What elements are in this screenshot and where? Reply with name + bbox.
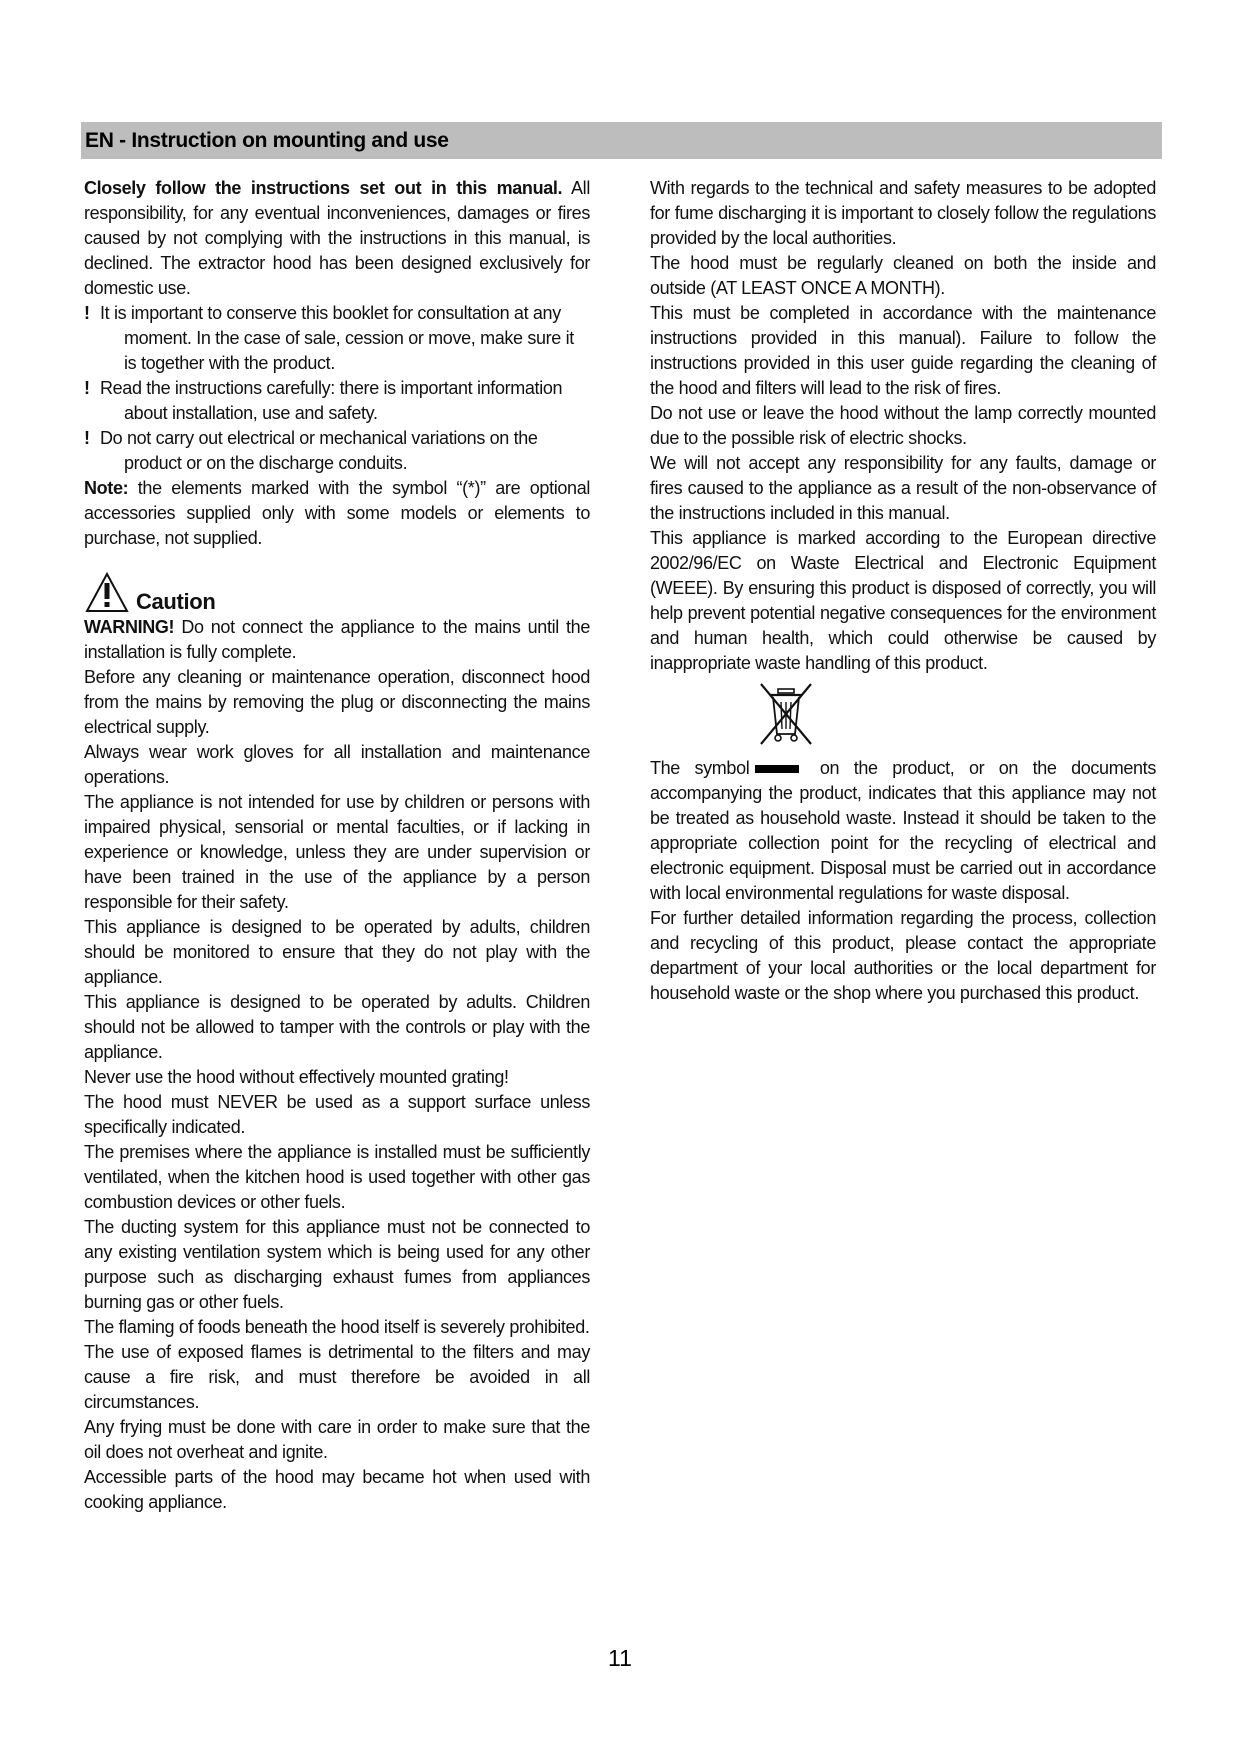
bullet-text: It is important to conserve this booklet for consultation at any moment. In the case of sale, cession or move, make sure it is together with the product. [100,303,574,373]
body-paragraph: This appliance is designed to be operated by adults, children should be monitored to ensure that they do not play with the appliance. [84,917,590,987]
crossed-out-bin-icon [758,682,814,748]
body-paragraph: The hood must be regularly cleaned on both the inside and outside (AT LEAST ONCE A MONTH). [650,253,1156,298]
body-paragraph: With regards to the technical and safety measures to be adopted for fume discharging it is important to closely follow the regulations provided by the local authorities. [650,178,1156,248]
caution-title: Caution [136,589,216,614]
weee-symbol-area [650,676,1156,756]
symbol-prefix: The symbol [650,758,750,778]
note-text: the elements marked with the symbol “(*)” are optional accessories supplied only with some models or elements to purchase, not supplied. [84,478,590,548]
intro-text: All responsibility, for any eventual inconveniences, damages or fires caused by not complying with the instructions in this manual, is declined. The extractor hood has been designed exclusively for domestic use. [84,178,590,298]
body-paragraph: The hood must NEVER be used as a support surface unless specifically indicated. [84,1092,590,1137]
bullet-text: Read the instructions carefully: there is important information about installation, use and safety. [100,378,563,423]
symbol-paragraph [650,756,1156,906]
body-paragraph: Do not use or leave the hood without the lamp correctly mounted due to the possible risk of electric shocks. [650,403,1156,448]
body-paragraph: This must be completed in accordance with the maintenance instructions provided in this manual). Failure to follow the instructions provided in this user guide regarding the cleaning of the hood and filters will lead to the risk of fires. [650,303,1156,398]
body-paragraph: This appliance is designed to be operated by adults. Children should not be allowed to tamper with the controls or play with the appliance. [84,992,590,1062]
bullet-item [84,376,590,426]
black-bar-symbol-icon [755,765,799,773]
note-paragraph [84,476,590,551]
warning-text: Do not connect the appliance to the mains until the installation is fully complete. [84,617,590,662]
body-paragraph: The appliance is not intended for use by children or persons with impaired physical, sensorial or mental faculties, or if lacking in experience or knowledge, unless they are under supervision or have been trained in the use of the appliance by a person responsible for their safety. [84,792,590,912]
intro-bold: Closely follow the instructions set out in this manual. [84,178,563,198]
left-column [84,176,590,1515]
exclamation-mark: ! [84,428,90,448]
body-paragraph: Never use the hood without effectively mounted grating! [84,1067,509,1087]
body-paragraph: Accessible parts of the hood may became hot when used with cooking appliance. [84,1467,590,1512]
warning-triangle-icon [84,571,130,615]
body-paragraph: This appliance is marked according to the European directive 2002/96/EC on Waste Electrical and Electronic Equipment (WEEE). By ensuring this product is disposed of correctly, you will help prevent potential negative consequences for the environment and human health, which could otherwise be caused by inappropriate waste handling of this product. [650,528,1156,673]
bullet-text: Do not carry out electrical or mechanical variations on the product or on the discharge conduits. [100,428,538,473]
body-paragraph: Always wear work gloves for all installation and maintenance operations. [84,742,590,787]
warning-label: WARNING! [84,617,175,637]
bullet-item [84,301,590,376]
symbol-text: on the product, or on the documents accompanying the product, indicates that this appliance may not be treated as household waste. Instead it should be taken to the appropriate collection point for the recycling of electrical and electronic equipment. Disposal must be carried out in accordance with local environmental regulations for waste disposal. [650,758,1156,903]
body-paragraph: For further detailed information regarding the process, collection and recycling of this product, please contact the appropriate department of your local authorities or the local department for household waste or the shop where you purchased this product. [650,908,1156,1003]
body-paragraph: The ducting system for this appliance must not be connected to any existing ventilation system which is being used for any other purpose such as discharging exhaust fumes from appliances burning gas or other fuels. [84,1217,590,1312]
body-paragraph: We will not accept any responsibility for any faults, damage or fires caused to the appliance as a result of the non-observance of the instructions included in this manual. [650,453,1156,523]
intro-paragraph [84,176,590,301]
section-title: EN - Instruction on mounting and use [85,129,449,152]
page-number: 11 [608,1645,632,1671]
exclamation-mark: ! [84,378,90,398]
section-header [81,122,1162,159]
body-paragraph: Any frying must be done with care in order to make sure that the oil does not overheat and ignite. [84,1417,590,1462]
body-paragraph: The flaming of foods beneath the hood itself is severely prohibited. [84,1317,590,1337]
exclamation-mark: ! [84,303,90,323]
bullet-item [84,426,590,476]
note-label: Note: [84,478,129,498]
body-paragraph: The use of exposed flames is detrimental to the filters and may cause a fire risk, and must therefore be avoided in all circumstances. [84,1342,590,1412]
warning-paragraph [84,615,590,665]
caution-heading [84,571,590,615]
right-column [650,176,1156,1006]
body-paragraph: Before any cleaning or maintenance operation, disconnect hood from the mains by removing the plug or disconnecting the mains electrical supply. [84,667,590,737]
body-paragraph: The premises where the appliance is installed must be sufficiently ventilated, when the kitchen hood is used together with other gas combustion devices or other fuels. [84,1142,590,1212]
